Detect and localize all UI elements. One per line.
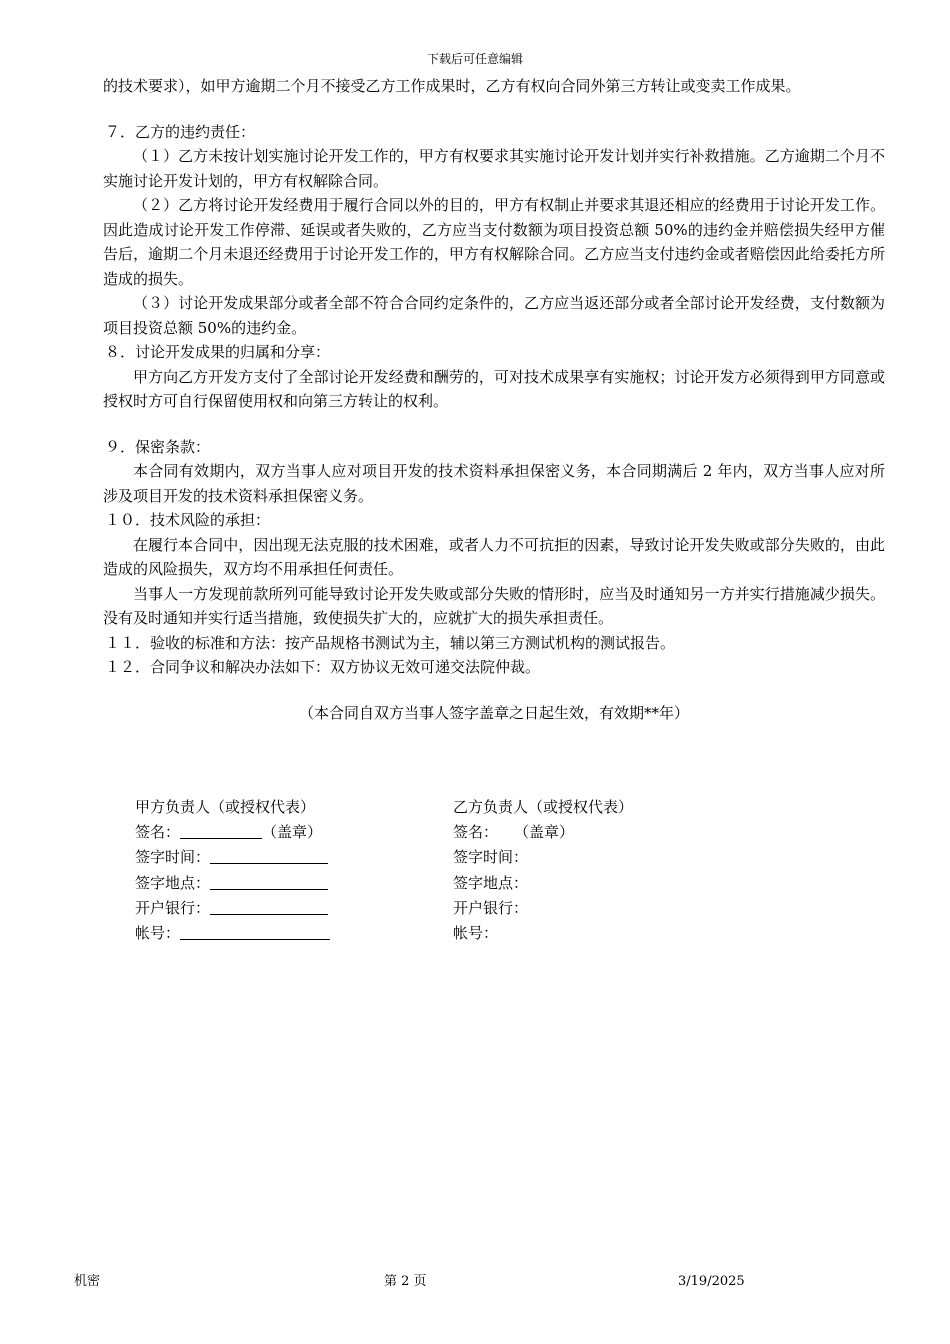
party-a-account-line[interactable] xyxy=(180,924,330,940)
section-10-text-2: 当事人一方发现前款所列可能导致讨论开发失败或部分失败的情形时，应当及时通知另一方并实行措施减少损失。没有及时通知并实行适当措施，致使损失扩大的，应就扩大的损失承担责任。 xyxy=(103,584,885,627)
section-7-title: ７．乙方的违约责任： xyxy=(105,122,256,141)
page-header: 下载后可任意编辑 xyxy=(426,52,523,66)
party-b-title: 乙方负责人（或授权代表） xyxy=(453,798,634,816)
party-b-seal: （盖章） xyxy=(514,823,575,842)
party-b-bank-label: 开户银行： xyxy=(453,898,529,917)
party-b-place-label: 签字地点： xyxy=(453,873,529,892)
party-a-time-line[interactable] xyxy=(210,848,328,864)
party-b-signature xyxy=(453,795,633,946)
paragraph-continuation: 的技术要求），如甲方逾期二个月不接受乙方工作成果时，乙方有权向合同外第三方转让或变卖工作成果。 xyxy=(103,77,801,95)
party-b-sign-row xyxy=(453,820,633,845)
party-a-account-row xyxy=(135,921,330,946)
party-a-place-label: 签字地点： xyxy=(135,873,211,892)
party-a-time-label: 签字时间： xyxy=(135,848,211,867)
party-a-sign-label: 签名： xyxy=(135,823,181,842)
section-10-title: １０．技术风险的承担： xyxy=(105,511,271,529)
party-b-account-label: 帐号： xyxy=(453,924,499,943)
party-b-time-label: 签字时间： xyxy=(453,848,529,867)
party-a-bank-line[interactable] xyxy=(210,899,328,915)
footer-date: 3/19/2025 xyxy=(678,1274,745,1289)
footer-page-number: 第 2 页 xyxy=(384,1274,427,1289)
effective-clause: （本合同自双方当事人签字盖章之日起生效，有效期**年） xyxy=(298,703,689,722)
party-b-sign-label: 签名： xyxy=(453,823,499,842)
section-11: １１．验收的标准和方法：按产品规格书测试为主，辅以第三方测试机构的测试报告。 xyxy=(105,633,676,652)
party-a-sign-line[interactable] xyxy=(180,823,262,839)
party-a-seal: （盖章） xyxy=(262,823,323,842)
party-a-bank-label: 开户银行： xyxy=(135,898,211,917)
page-footer xyxy=(0,1274,950,1290)
section-9-text: 本合同有效期内，双方当事人应对项目开发的技术资料承担保密义务，本合同期满后 2 年内，双方当事人应对所涉及项目开发的技术资料承担保密义务。 xyxy=(103,462,885,505)
section-8-title: ８．讨论开发成果的归属和分享： xyxy=(105,343,331,361)
party-a-account-label: 帐号： xyxy=(135,924,181,943)
party-a-place-line[interactable] xyxy=(210,874,328,890)
party-a-signature xyxy=(135,795,330,946)
section-7-clause-2: （２）乙方将讨论开发经费用于履行合同以外的目的，甲方有权制止并要求其退还相应的经费用于讨论开发工作。因此造成讨论开发工作停滞、延误或者失败的，乙方应当支付数额为项目投资总额 50%的违约金并赔偿损失经甲方催告后，逾期二个月未退还经费用于讨论开发工作的，甲方有权解除合同。乙方应当支付违约金或者赔偿因此给委托方所造成的损失。 xyxy=(103,196,885,288)
party-a-sign-row xyxy=(135,820,330,845)
section-8-text: 甲方向乙方开发方支付了全部讨论开发经费和酬劳的，可对技术成果享有实施权；讨论开发方必须得到甲方同意或授权时方可自行保留使用权和向第三方转让的权利。 xyxy=(103,367,885,410)
section-9-title: ９．保密条款： xyxy=(105,437,211,456)
section-7-clause-1: （１）乙方未按计划实施讨论开发工作的，甲方有权要求其实施讨论开发计划并实行补救措施。乙方逾期二个月不实施讨论开发计划的，甲方有权解除合同。 xyxy=(103,147,885,190)
section-7-clause-3: （３）讨论开发成果部分或者全部不符合合同约定条件的，乙方应当返还部分或者全部讨论开发经费，支付数额为项目投资总额 50%的违约金。 xyxy=(103,294,885,337)
party-a-time-row xyxy=(135,845,330,870)
party-a-title: 甲方负责人（或授权代表） xyxy=(135,798,316,816)
party-a-bank-row xyxy=(135,896,330,921)
party-a-place-row xyxy=(135,871,330,896)
section-10-text-1: 在履行本合同中，因出现无法克服的技术困难，或者人力不可抗拒的因素，导致讨论开发失败或部分失败的，由此造成的风险损失，双方均不用承担任何责任。 xyxy=(103,535,885,578)
footer-confidential: 机密 xyxy=(74,1274,101,1289)
section-12: １２．合同争议和解决办法如下：双方协议无效可递交法院仲裁。 xyxy=(105,658,541,676)
contract-body xyxy=(103,74,885,725)
